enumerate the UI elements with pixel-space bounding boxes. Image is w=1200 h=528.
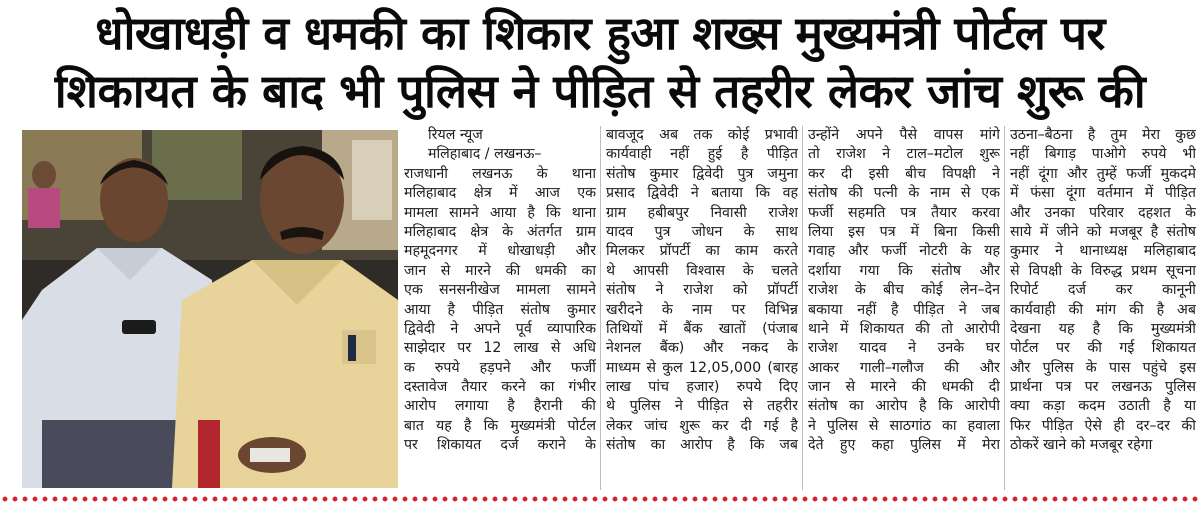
- text-line: तिथियों में बैंक खातों (पंजाब: [606, 320, 798, 337]
- text-line: संतोष का आरोप है कि जब: [606, 437, 798, 454]
- news-photo: [22, 130, 398, 488]
- text-line: ने पुलिस से साठगांठ का हवाला: [808, 417, 1000, 434]
- text-line: एक सनसनीखेज मामला सामने: [404, 282, 596, 299]
- text-line: ग्राम हबीबपुर निवासी राजेश: [606, 204, 798, 221]
- text-line: रिपोर्ट दर्ज कर कानूनी: [1010, 282, 1196, 299]
- text-line: देते हुए कहा पुलिस में मेरा: [808, 437, 1000, 454]
- text-line: माध्यम से कुल 12,05,000 (बारह: [606, 359, 798, 376]
- text-line: खरीदने के नाम पर विभिन्न: [606, 301, 798, 318]
- text-line: आरोप लगाया है हैरानी की: [404, 398, 596, 415]
- text-line: मलिहाबाद / लखनऊ–: [428, 146, 542, 163]
- text-line: लिया इस पत्र में बिना किसी: [808, 223, 1000, 240]
- text-line: ठोकरें खाने को मजबूर रहेगा: [1010, 437, 1153, 454]
- text-line: प्रार्थना पत्र पर लखनऊ पुलिस: [1010, 379, 1196, 396]
- text-line: महमूदनगर में धोखाधड़ी और: [404, 243, 596, 260]
- text-line: बात यह है कि मुख्यमंत्री पोर्टल: [404, 417, 596, 434]
- text-line: और उनका परिवार दहशत के: [1010, 204, 1196, 221]
- text-line: राजेश यादव ने उनके घर: [808, 340, 1000, 357]
- byline: रियल न्यूज: [428, 127, 483, 143]
- text-line: साझेदार पर 12 लाख से अधि: [404, 340, 596, 357]
- text-line: उठना–बैठना है तुम मेरा कुछ: [1010, 127, 1196, 143]
- text-line: प्रसाद द्विवेदी ने बताया कि वह: [606, 185, 798, 202]
- text-line: से विपक्षी के विरुद्ध प्रथम सूचना: [1010, 262, 1196, 279]
- article-column-3: [808, 126, 1000, 490]
- text-line: तो राजेश ने टाल–मटोल शुरू: [808, 146, 1000, 163]
- news-photo-illustration: [22, 130, 398, 488]
- text-line: मलिहाबाद क्षेत्र में आज एक: [404, 185, 596, 202]
- text-line: संतोष की पत्नी के नाम से एक: [808, 185, 1000, 202]
- article-column-4: [1010, 126, 1196, 490]
- headline: [0, 4, 1200, 120]
- article-column-2: [606, 126, 798, 490]
- column-divider: [600, 126, 601, 490]
- text-line: कुमार ने थानाध्यक्ष मलिहाबाद: [1010, 243, 1196, 260]
- text-line: नहीं बिगाड़ पाओगे रुपये भी: [1010, 146, 1196, 163]
- text-line: और पुलिस के पास पहुंचे इस: [1010, 359, 1196, 376]
- text-line: कार्यवाही नहीं हुई है पीड़ित: [606, 146, 798, 163]
- text-line: क रुपये हड़पने और फर्जी: [404, 359, 596, 376]
- text-line: संतोष कुमार द्विवेदी पुत्र जमुना: [606, 165, 798, 182]
- text-line: कार्यवाही की मांग की है अब: [1010, 301, 1196, 318]
- text-line: दर्शाया गया कि संतोष और: [808, 262, 1000, 279]
- text-line: नहीं दूंगा और तुम्हें फर्जी मुकदमे: [1010, 165, 1196, 182]
- headline-line-2: शिकायत के बाद भी पुलिस ने पीड़ित से तहरीर लेकर जांच शुरू की: [54, 64, 1146, 118]
- text-line: मिलकर प्रॉपर्टी का काम करते: [606, 243, 798, 260]
- text-line: जान से मारने की धमकी दी: [808, 379, 1000, 396]
- text-line: पोर्टल पर की गई शिकायत: [1010, 340, 1196, 357]
- text-line: फिर पीड़ित ऐसे ही दर–दर की: [1010, 417, 1196, 434]
- article-column-1: [404, 126, 596, 490]
- text-line: देखना यह है कि मुख्यमंत्री: [1010, 320, 1196, 337]
- text-line: गवाह और फर्जी नोटरी के यह: [808, 243, 1000, 260]
- column-divider: [802, 126, 803, 490]
- text-line: आकर गाली–गलौज की और: [808, 359, 1000, 376]
- text-line: आया है पीड़ित संतोष कुमार: [404, 301, 596, 318]
- text-line: यादव पुत्र जोधन के साथ: [606, 223, 798, 240]
- text-line: दस्तावेज तैयार करने का गंभीर: [404, 379, 596, 396]
- text-line: उन्होंने अपने पैसे वापस मांगे: [808, 127, 1000, 143]
- text-line: में फंसा दूंगा वर्तमान में पीड़ित: [1010, 185, 1196, 202]
- text-line: लाख पांच हजार) रुपये दिए: [606, 379, 798, 396]
- headline-line-1: धोखाधड़ी व धमकी का शिकार हुआ शख्स मुख्यमंत्री पोर्टल पर: [95, 6, 1105, 60]
- text-line: जान से मारने की धमकी का: [404, 262, 596, 279]
- text-line: क्या कड़ा कदम उठाती है या: [1010, 398, 1196, 415]
- text-line: बकाया नहीं है पीड़ित ने जब: [808, 301, 1000, 318]
- text-line: साये में जीने को मजबूर है संतोष: [1010, 223, 1196, 240]
- text-line: थे पुलिस ने पीड़ित से तहरीर: [606, 398, 798, 415]
- text-line: मामला सामने आया है कि थाना: [404, 204, 596, 221]
- text-line: राजेश के बीच कोई लेन–देन: [808, 282, 1000, 299]
- text-line: लेकर जांच शुरू कर दी गई है: [606, 417, 798, 434]
- text-line: थे आपसी विश्वास के चलते: [606, 262, 798, 279]
- text-line: बावजूद अब तक कोई प्रभावी: [606, 127, 798, 143]
- text-line: द्विवेदी ने अपने पूर्व व्यापारिक: [404, 320, 596, 337]
- text-line: पर शिकायत दर्ज कराने के: [404, 437, 596, 454]
- text-line: कर दी इसी बीच विपक्षी ने: [808, 165, 1000, 182]
- text-line: संतोष ने राजेश को प्रॉपर्टी: [606, 282, 798, 299]
- text-line: राजधानी लखनऊ के थाना: [404, 165, 596, 182]
- column-divider: [1004, 126, 1005, 490]
- text-line: थाने में शिकायत की तो आरोपी: [808, 320, 1000, 337]
- text-line: नेशनल बैंक) और नकद के: [606, 340, 798, 357]
- text-line: मलिहाबाद क्षेत्र के अंतर्गत ग्राम: [404, 223, 596, 240]
- text-line: फर्जी सहमति पत्र तैयार करवा: [808, 204, 1000, 221]
- dotted-divider: [0, 496, 1200, 502]
- text-line: संतोष का आरोप है कि आरोपी: [808, 398, 1000, 415]
